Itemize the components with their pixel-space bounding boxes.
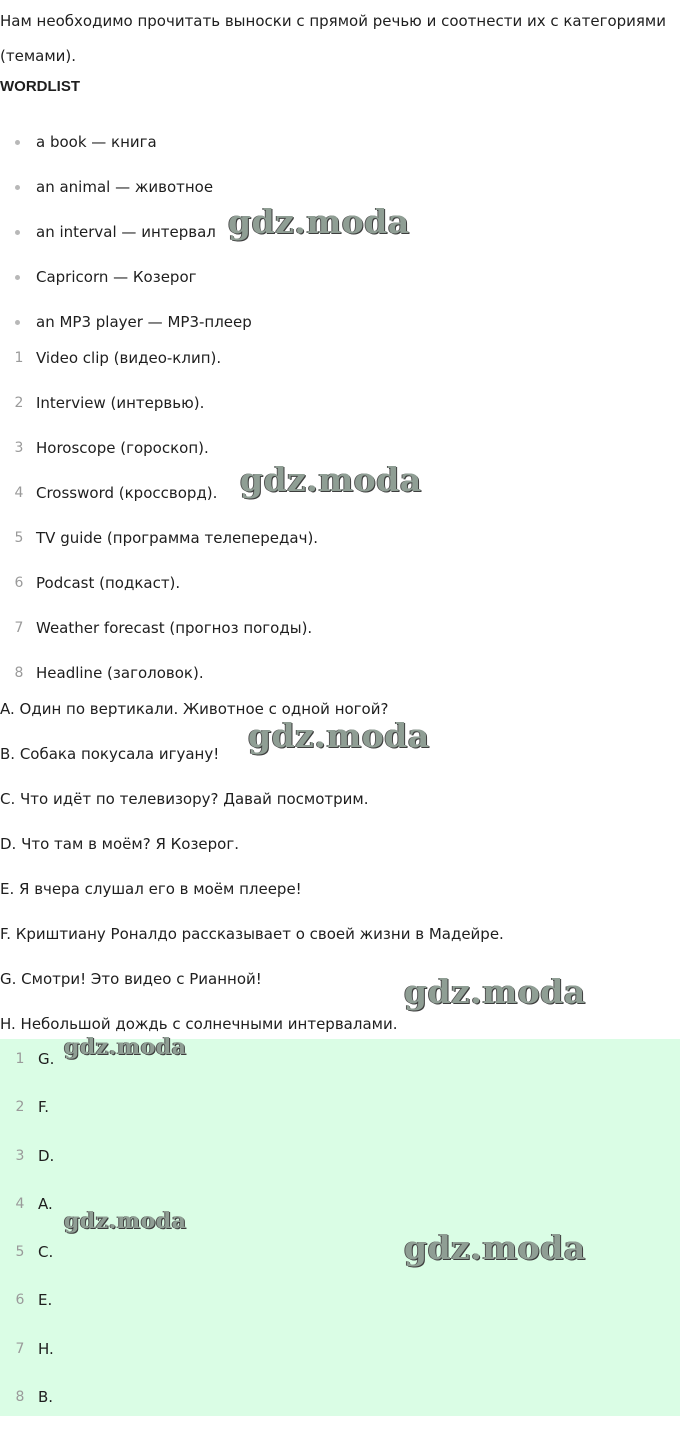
wordlist-item-text: an MP3 player — MP3-плеер [36, 313, 252, 331]
watermark: gdz.moda [228, 202, 410, 241]
item-number: 7 [15, 1340, 25, 1357]
watermark: gdz.moda [404, 972, 586, 1011]
item-number: 5 [14, 530, 24, 546]
category-item [0, 606, 680, 651]
answer-text: A. [38, 1194, 53, 1213]
watermark: gdz.moda [248, 716, 430, 755]
answer-text: E. [38, 1291, 53, 1310]
wordlist-item [0, 165, 680, 210]
category-list [0, 336, 680, 696]
category-item [0, 471, 680, 516]
category-text: Podcast (подкаст). [36, 574, 181, 592]
answer-item [0, 1184, 680, 1232]
wordlist [0, 120, 680, 345]
phrase-item: F. Криштиану Роналдо рассказывает о своей жизни в Мадейре. [0, 925, 504, 943]
watermark: gdz.moda [64, 1208, 187, 1234]
answer-text: F. [38, 1098, 49, 1117]
category-text: Video clip (видео-клип). [36, 349, 222, 367]
wordlist-item [0, 120, 680, 165]
category-text: Crossword (кроссворд). [36, 484, 218, 502]
category-text: TV guide (программа телепередач). [36, 529, 319, 547]
answer-text: B. [38, 1388, 54, 1407]
wordlist-item-text: an animal — животное [36, 178, 214, 196]
category-text: Headline (заголовок). [36, 664, 204, 682]
phrase-item: D. Что там в моём? Я Козерог. [0, 835, 240, 853]
item-number: 7 [14, 620, 24, 636]
bullet-icon [15, 185, 20, 190]
answer-item [0, 1329, 680, 1377]
answer-list [0, 1039, 680, 1425]
bullet-icon [15, 230, 20, 235]
phrase-item: H. Небольшой дождь с солнечными интервалами. [0, 1015, 398, 1033]
category-item [0, 516, 680, 561]
watermark: gdz.moda [404, 1228, 586, 1267]
bullet-icon [15, 275, 20, 280]
item-number: 4 [14, 485, 24, 501]
category-item [0, 336, 680, 381]
item-number: 2 [15, 1099, 25, 1116]
item-number: 8 [14, 665, 24, 681]
phrase-item: C. Что идёт по телевизору? Давай посмотрим. [0, 790, 369, 808]
item-number: 1 [14, 350, 24, 366]
item-number: 2 [14, 395, 24, 411]
answer-item [0, 1377, 680, 1425]
wordlist-item-text: a book — книга [36, 133, 157, 151]
wordlist-item-text: Capricorn — Козерог [36, 268, 197, 286]
item-number: 3 [15, 1147, 25, 1164]
bullet-icon [15, 320, 20, 325]
answer-text: H. [38, 1339, 54, 1358]
wordlist-item [0, 255, 680, 300]
watermark: gdz.moda [240, 460, 422, 499]
item-number: 6 [14, 575, 24, 591]
item-number: 4 [15, 1195, 25, 1212]
watermark: gdz.moda [64, 1034, 187, 1060]
category-text: Weather forecast (прогноз погоды). [36, 619, 313, 637]
category-item [0, 381, 680, 426]
wordlist-heading: WORDLIST [0, 78, 80, 95]
answer-item [0, 1039, 680, 1087]
answer-block [0, 1039, 680, 1416]
wordlist-item [0, 210, 680, 255]
category-item [0, 426, 680, 471]
answer-item [0, 1136, 680, 1184]
category-text: Interview (интервью). [36, 394, 205, 412]
phrase-item: E. Я вчера слушал его в моём плеере! [0, 880, 302, 898]
category-item [0, 561, 680, 606]
item-number: 6 [15, 1292, 25, 1309]
answer-item [0, 1087, 680, 1135]
item-number: 8 [15, 1389, 25, 1406]
bullet-icon [15, 140, 20, 145]
answer-text: G. [38, 1050, 55, 1068]
answer-text: D. [38, 1146, 55, 1165]
item-number: 3 [14, 440, 24, 456]
category-text: Horoscope (гороскоп). [36, 439, 209, 457]
phrase-item: B. Собака покусала игуану! [0, 745, 220, 763]
answer-text: C. [38, 1243, 54, 1262]
item-number: 1 [15, 1051, 25, 1067]
answer-item [0, 1232, 680, 1280]
intro-text: Нам необходимо прочитать выноски с прямой речью и соотнести их с категориями (темами). [0, 12, 666, 65]
item-number: 5 [15, 1244, 25, 1261]
phrase-item: A. Один по вертикали. Животное с одной ногой? [0, 700, 389, 718]
phrase-list [0, 690, 680, 1050]
phrase-item: G. Смотри! Это видео с Рианной! [0, 970, 262, 988]
answer-item [0, 1280, 680, 1328]
wordlist-item-text: an interval — интервал [36, 223, 216, 241]
